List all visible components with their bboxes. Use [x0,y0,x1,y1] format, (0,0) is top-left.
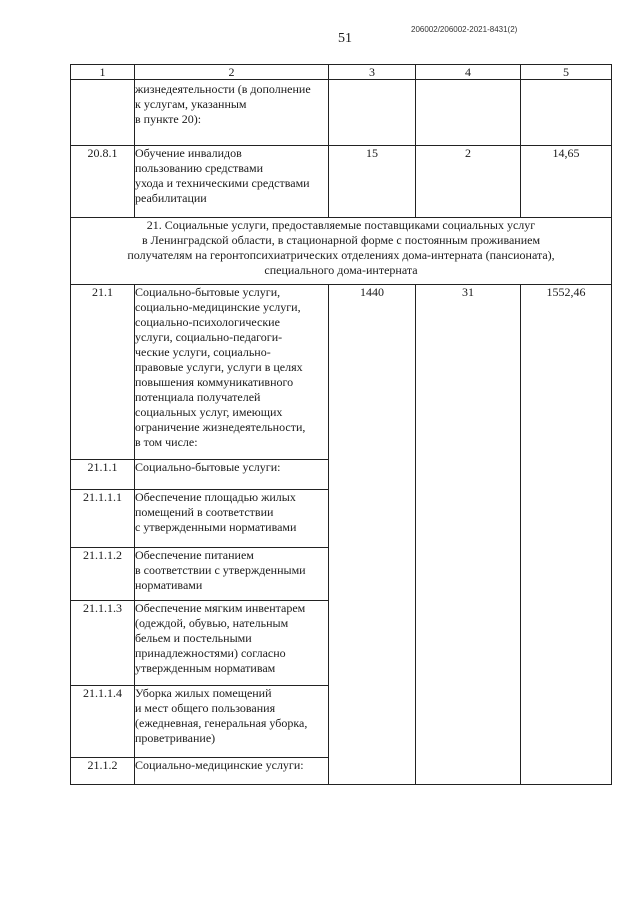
row-value-cell [521,80,612,146]
row-number: 21.1.1 [71,460,135,490]
text-line: ческие услуги, социально- [135,345,271,359]
text-line: и мест общего пользования [135,701,276,715]
row-number: 21.1.1.3 [71,601,135,686]
row-value-col3: 15 [329,146,416,218]
row-number: 21.1.2 [71,758,135,785]
text-line: правовые услуги, услуги в целях [135,360,303,374]
row-value-cell [329,80,416,146]
section-heading [71,218,612,285]
text-line: проветривание) [135,731,216,745]
text-line: Социально-бытовые услуги, [135,285,281,299]
text-line: принадлежностями) согласно [135,646,286,660]
table-row [71,285,612,460]
section-heading-row [71,218,612,285]
row-value-col3: 1440 [329,285,416,785]
text-line: утвержденным нормативам [135,661,276,675]
row-description [135,460,329,490]
row-description [135,146,329,218]
text-line: социально-медицинские услуги, [135,300,301,314]
text-line: потенциала получателей [135,390,261,404]
row-number: 21.1 [71,285,135,460]
text-line: реабилитации [135,191,207,205]
row-number: 21.1.1.2 [71,548,135,601]
row-value-col5: 14,65 [521,146,612,218]
text-line: повышения коммуникативного [135,375,294,389]
text-line: Социально-бытовые услуги: [135,460,281,474]
column-header: 5 [521,65,612,80]
row-number: 21.1.1.1 [71,490,135,548]
text-line: Обучение инвалидов [135,146,242,160]
text-line: социальных услуг, имеющих [135,405,283,419]
text-line: помещений в соответствии [135,505,274,519]
document-id: 206002/206002-2021-8431(2) [411,25,518,34]
row-number-cell [71,80,135,146]
text-line: Обеспечение питанием [135,548,254,562]
text-line: получателям на геронтопсихиатрических отделениях дома-интерната (пансионата), [127,248,555,262]
text-line: ограничение жизнедеятельности, [135,420,306,434]
text-line: специального дома-интерната [264,263,418,277]
row-description [135,686,329,758]
text-line: (одеждой, обувью, нательным [135,616,289,630]
text-line: в пункте 20): [135,112,202,126]
row-value-col4: 31 [416,285,521,785]
row-description [135,80,329,146]
text-line: пользованию средствами [135,161,264,175]
text-line: в Ленинградской области, в стационарной форме с постоянным проживанием [141,233,541,247]
text-line: 21. Социальные услуги, предоставляемые поставщиками социальных услуг [146,218,536,232]
text-line: в соответствии с утвержденными [135,563,306,577]
text-line: к услугам, указанным [135,97,247,111]
text-line: с утвержденными нормативами [135,520,297,534]
row-description [135,548,329,601]
page-number: 51 [338,31,352,46]
text-line: бельем и постельными [135,631,252,645]
row-description [135,758,329,785]
services-table [70,64,612,785]
text-line: социально-психологические [135,315,280,329]
row-value-cell [416,80,521,146]
text-line: Уборка жилых помещений [135,686,272,700]
text-line: жизнедеятельности (в дополнение [135,82,311,96]
row-value-col5: 1552,46 [521,285,612,785]
column-header: 2 [135,65,329,80]
text-line: ухода и техническими средствами [135,176,310,190]
text-line: Социально-медицинские услуги: [135,758,304,772]
column-header: 4 [416,65,521,80]
text-line: в том числе: [135,435,198,449]
text-line: Обеспечение мягким инвентарем [135,601,306,615]
row-number: 20.8.1 [71,146,135,218]
column-header: 3 [329,65,416,80]
table-row [71,80,612,146]
row-value-col4: 2 [416,146,521,218]
text-line: услуги, социально-педагоги- [135,330,283,344]
column-header: 1 [71,65,135,80]
table-row [71,146,612,218]
text-line: Обеспечение площадью жилых [135,490,296,504]
row-number: 21.1.1.4 [71,686,135,758]
row-description [135,285,329,460]
row-description [135,601,329,686]
table-header-row [71,65,612,80]
text-line: нормативами [135,578,203,592]
row-description [135,490,329,548]
text-line: (ежедневная, генеральная уборка, [135,716,308,730]
